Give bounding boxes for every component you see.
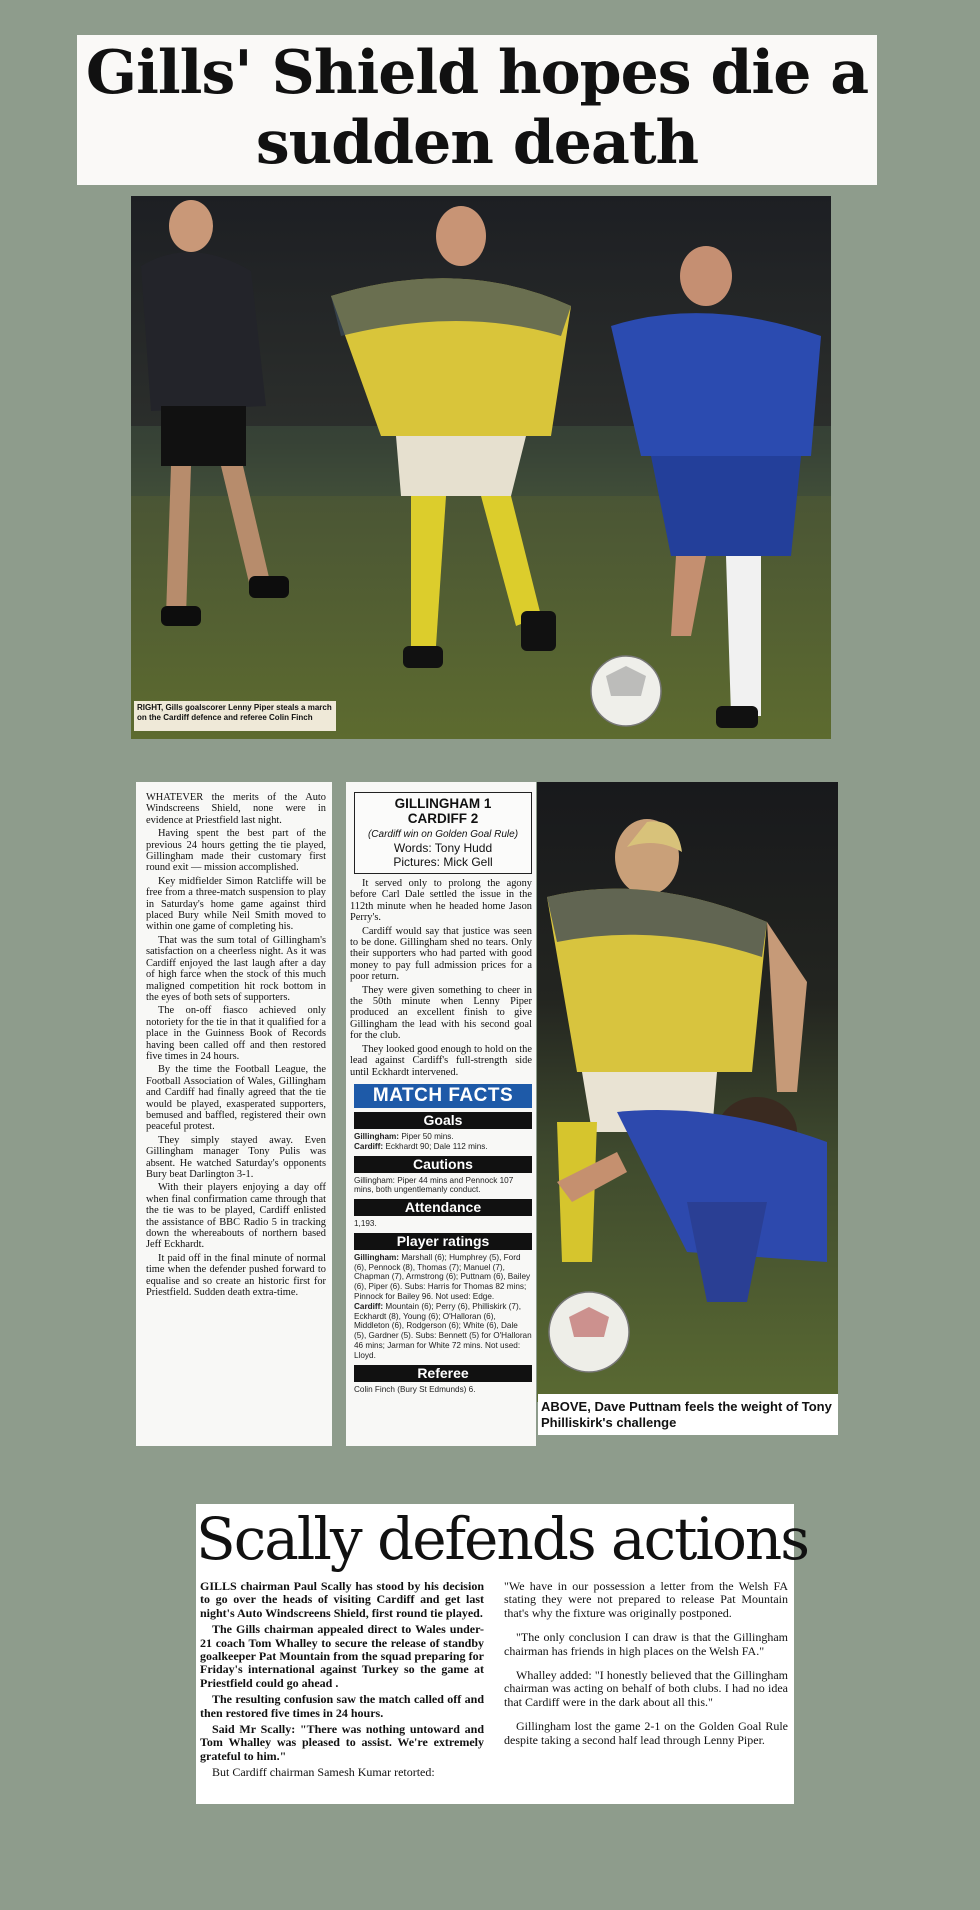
article-paragraph: Cardiff would say that justice was seen to be done. Gillingham shed no tears. Only their supporters who had parted with good money to pay full admission prices for a poor return.	[350, 925, 532, 983]
photo2-caption: ABOVE, Dave Puttnam feels the weight of Tony Philliskirk's challenge	[538, 1394, 838, 1435]
facts-line: Gillingham: Piper 44 mins and Pennock 107 mins, both ungentlemanly conduct.	[354, 1175, 514, 1195]
article-paragraph: They looked good enough to hold on the lead against Cardiff's full-strength side until Eckhardt intervened.	[350, 1043, 532, 1078]
facts-heading-attendance: Attendance	[354, 1199, 532, 1216]
match-facts-box	[354, 1084, 532, 1395]
article-paragraph: "The only conclusion I can draw is that the Gillingham chairman has friends in high places on the Welsh FA."	[504, 1630, 788, 1658]
words-credit: Words: Tony Hudd	[393, 841, 493, 855]
article-paragraph: They simply stayed away. Even Gillingham manager Tony Pulis was absent. He watched Saturday's opponents Bury beat Darlington 3-1.	[146, 1134, 326, 1180]
article-paragraph: With their players enjoying a day off when final confirmation came through that the tie was to be played, Cardiff enlisted the assistance of BBC Radio 5 in tracking down the whereabouts of northern based Jeff Eckhardt.	[146, 1182, 326, 1251]
article-paragraph: The Gills chairman appealed direct to Wales under-21 coach Tom Whalley to secure the release of standby goalkeeper Pat Mountain from the squad preparing for Friday's international against Turkey so the game at Priestfield could go ahead .	[200, 1622, 484, 1690]
score-team-2: CARDIFF 2	[407, 811, 479, 826]
facts-heading-goals: Goals	[354, 1112, 532, 1129]
score-box	[354, 792, 532, 874]
facts-line: Cardiff: Mountain (6); Perry (6), Philliskirk (7), Eckhardt (8), Young (6); O'Halloran (6), Middleton (6), Rodgerson (6); White (6), Dale (5), Gardner (5). Subs: Bennett (5) for O'Halloran 46 mins; Jarman for White 72 mins. Not used: Lloyd.	[354, 1301, 532, 1360]
article-paragraph: Key midfielder Simon Ratcliffe will be free from a three-match suspension to play in Saturday's home game against third placed Bury while Neil Smith moved to within one game of completing his.	[146, 875, 326, 933]
article-paragraph: It served only to prolong the agony before Carl Dale settled the issue in the 112th minute when he headed home Jason Perry's.	[350, 878, 532, 924]
article-paragraph: It paid off in the final minute of normal time when the defender pushed forward to equalise and so create an historic first for Priestfield. Sudden death extra-time.	[146, 1252, 326, 1299]
article-paragraph: The on-off fiasco achieved only notoriety for the tie in that it qualified for a place in the Guinness Book of Records having been called off and then restored five times in 24 hours.	[146, 1005, 326, 1062]
facts-heading-referee: Referee	[354, 1365, 532, 1382]
headline-gills-shield: Gills' Shield hopes die a sudden death	[77, 35, 877, 185]
article-paragraph: The resulting confusion saw the match called off and then restored five times in 24 hours.	[200, 1692, 484, 1720]
score-team-1: GILLINGHAM 1	[394, 796, 492, 811]
match-photo-puttnam	[537, 782, 838, 1402]
article2-left-column	[200, 1580, 484, 1783]
facts-line: Cardiff: Eckhardt 90; Dale 112 mins.	[354, 1141, 488, 1151]
article-column-1	[136, 782, 332, 1446]
facts-line: Gillingham: Marshall (6); Humphrey (5), Ford (6), Pennock (8), Thomas (7); Manuel (7), Chapman (7), Armstrong (6); Puttnam (6), Bailey (6), Piper (6). Subs: Harris for Thomas 82 mins; Pinnock for Bailey 96. Not used: Edge.	[354, 1252, 531, 1302]
article-paragraph: They were given something to cheer in the 50th minute when Lenny Piper produced an excellent finish to give Gillingham the lead with his second goal for the club.	[350, 984, 532, 1042]
article-scally	[196, 1574, 794, 1804]
article-paragraph: GILLS chairman Paul Scally has stood by his decision to go over the heads of visiting Cardiff and get last night's Auto Windscreens Shield, first round tie played.	[200, 1579, 484, 1620]
facts-line: Colin Finch (Bury St Edmunds) 6.	[354, 1384, 476, 1394]
article2-right-column	[504, 1580, 788, 1758]
facts-line: 1,193.	[354, 1219, 377, 1229]
facts-heading-cautions: Cautions	[354, 1156, 532, 1173]
match-facts-title: MATCH FACTS	[354, 1084, 532, 1108]
article-column-2	[346, 782, 536, 1446]
facts-line: Gillingham: Piper 50 mins.	[354, 1131, 454, 1141]
facts-heading-player-ratings: Player ratings	[354, 1233, 532, 1250]
pictures-credit: Pictures: Mick Gell	[393, 855, 493, 869]
article-paragraph: Said Mr Scally: "There was nothing untoward and Tom Whalley was pleased to assist. We're extremely grateful to him."	[200, 1722, 484, 1763]
match-photo-piper	[131, 196, 831, 739]
article-paragraph: Whalley added: "I honestly believed that the Gillingham chairman was acting on behalf of both clubs. I had no idea that Cardiff were in the dark about all this."	[504, 1668, 788, 1709]
article-paragraph: "We have in our possession a letter from the Welsh FA stating they were not prepared to release Pat Mountain that's why the fixture was originally postponed.	[504, 1579, 788, 1620]
score-note: (Cardiff win on Golden Goal Rule)	[367, 829, 519, 840]
article-paragraph: Having spent the best part of the previous 24 hours getting the tie played, Gillingham made their customary first round exit — mission accomplished.	[146, 828, 326, 874]
article-paragraph: Gillingham lost the game 2-1 on the Golden Goal Rule despite taking a second half lead through Lenny Piper.	[504, 1719, 788, 1747]
article-paragraph: By the time the Football League, the Football Association of Wales, Gillingham and Cardiff had finally agreed that the tie would be played, exasperated supporters, bemused and baffled, registered their own peaceful protest.	[146, 1064, 326, 1133]
photo1-caption: RIGHT, Gills goalscorer Lenny Piper steals a march on the Cardiff defence and referee Colin Finch	[134, 701, 336, 731]
article-paragraph: That was the sum total of Gillingham's satisfaction on a cheerless night. As it was Cardiff enjoyed the last laugh after a day of high farce when the stock of this much maligned competition hit rock bottom in the eyes of both sets of supporters.	[146, 934, 326, 1003]
article-paragraph: WHATEVER the merits of the Auto Windscreens Shield, none were in evidence at Priestfield last night.	[146, 792, 326, 826]
headline-scally: Scally defends actions	[196, 1505, 808, 1573]
article-paragraph: But Cardiff chairman Samesh Kumar retorted:	[212, 1765, 435, 1780]
